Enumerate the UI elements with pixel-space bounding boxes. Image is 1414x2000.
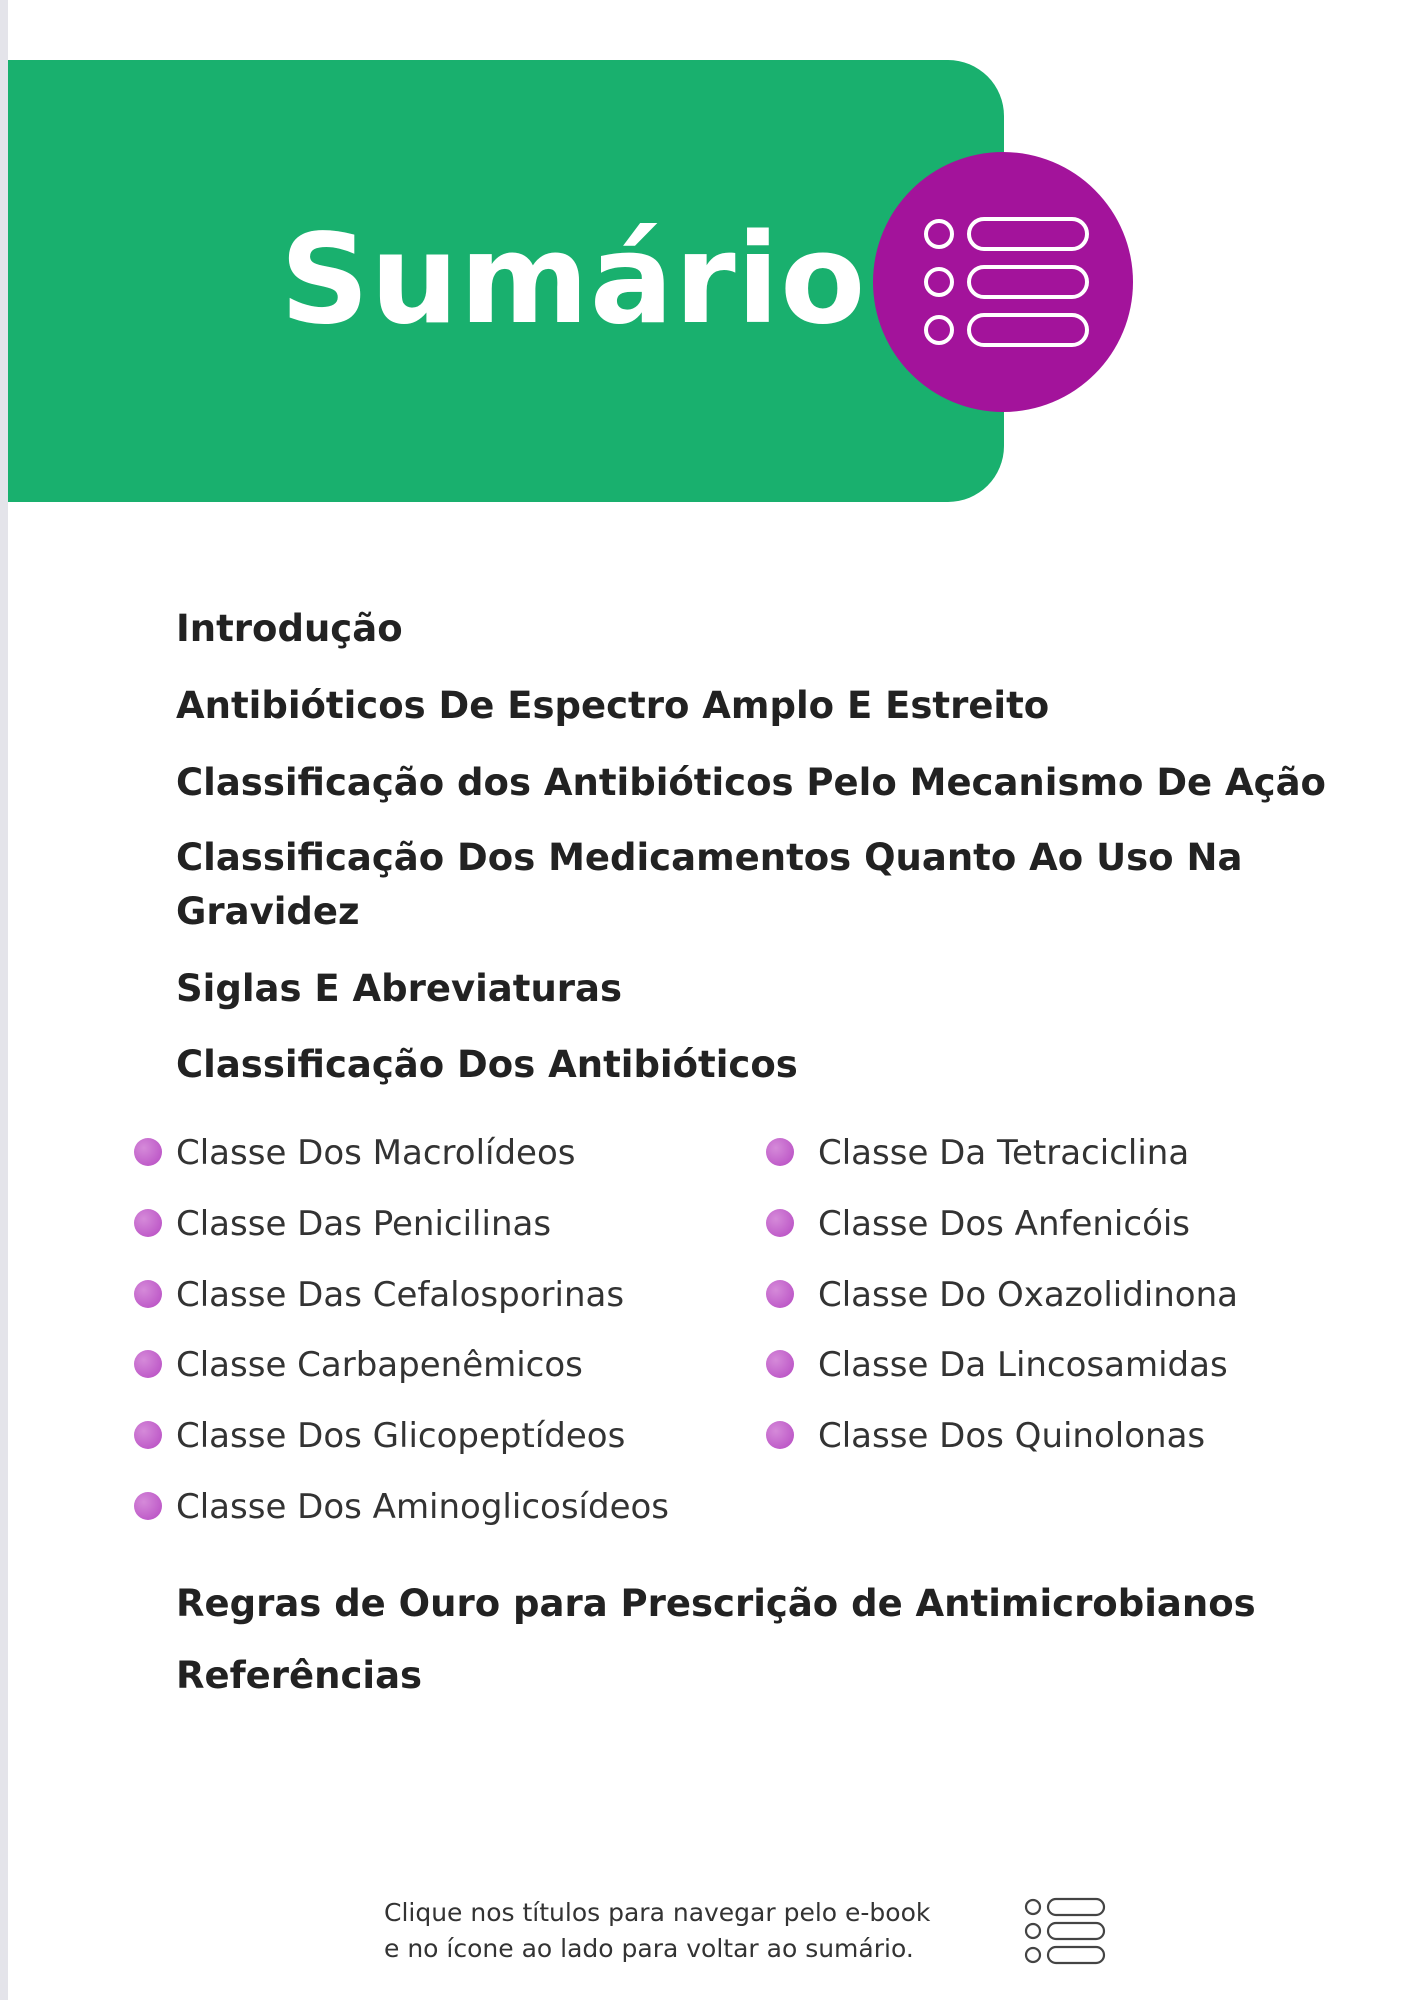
footer-note-line: e no ícone ao lado para voltar ao sumário. (384, 1934, 914, 1963)
footer-note (384, 1895, 930, 1967)
toc-sublink-quinolonas[interactable]: Classe Dos Quinolonas (818, 1416, 1206, 1456)
toc-link-referencias[interactable]: Referências (176, 1654, 423, 1697)
bullet-icon (766, 1138, 794, 1166)
list-icon[interactable] (1022, 1893, 1108, 1969)
toc-sublink-oxazolidinona[interactable]: Classe Do Oxazolidinona (818, 1275, 1238, 1315)
bullet-icon (134, 1138, 162, 1166)
bullet-icon (134, 1492, 162, 1520)
footer-note-line: Clique nos títulos para navegar pelo e-book (384, 1898, 931, 1927)
toc-link-espectro[interactable]: Antibióticos De Espectro Amplo E Estreito (176, 684, 1050, 727)
toc-sublink-aminoglicosideos[interactable]: Classe Dos Aminoglicosídeos (176, 1487, 669, 1527)
toc-sublink-lincosamidas[interactable]: Classe Da Lincosamidas (818, 1345, 1228, 1385)
list-icon[interactable] (873, 152, 1133, 412)
bullet-icon (766, 1421, 794, 1449)
toc-link-classificacao-antibioticos[interactable]: Classificação Dos Antibióticos (176, 1043, 798, 1086)
bullet-icon (766, 1209, 794, 1237)
toc-sublink-carbapenemicos[interactable]: Classe Carbapenêmicos (176, 1345, 583, 1385)
page-title: Sumário (280, 208, 867, 352)
bullet-icon (134, 1350, 162, 1378)
toc-link-regras-de-ouro[interactable]: Regras de Ouro para Prescrição de Antimicrobianos (176, 1582, 1256, 1625)
toc-link-gravidez[interactable]: Classificação Dos Medicamentos Quanto Ao Uso Na Gravidez (176, 836, 1243, 933)
toc-link-mecanismo-de-acao[interactable]: Classificação dos Antibióticos Pelo Mecanismo De Ação (176, 761, 1326, 804)
toc-sublink-glicopeptideos[interactable]: Classe Dos Glicopeptídeos (176, 1416, 626, 1456)
toc-sublink-tetraciclina[interactable]: Classe Da Tetraciclina (818, 1133, 1190, 1173)
toc-link-siglas[interactable]: Siglas E Abreviaturas (176, 967, 623, 1010)
bullet-icon (134, 1421, 162, 1449)
toc-sublink-macrolideos[interactable]: Classe Dos Macrolídeos (176, 1133, 576, 1173)
bullet-icon (134, 1280, 162, 1308)
toc-sublink-penicilinas[interactable]: Classe Das Penicilinas (176, 1204, 552, 1244)
bullet-icon (766, 1350, 794, 1378)
toc-link-introducao[interactable]: Introdução (176, 607, 403, 650)
bullet-icon (766, 1280, 794, 1308)
page-edge (0, 0, 8, 2000)
toc-sublink-cefalosporinas[interactable]: Classe Das Cefalosporinas (176, 1275, 625, 1315)
bullet-icon (134, 1209, 162, 1237)
toc-sublink-anfenicois[interactable]: Classe Dos Anfenicóis (818, 1204, 1191, 1244)
